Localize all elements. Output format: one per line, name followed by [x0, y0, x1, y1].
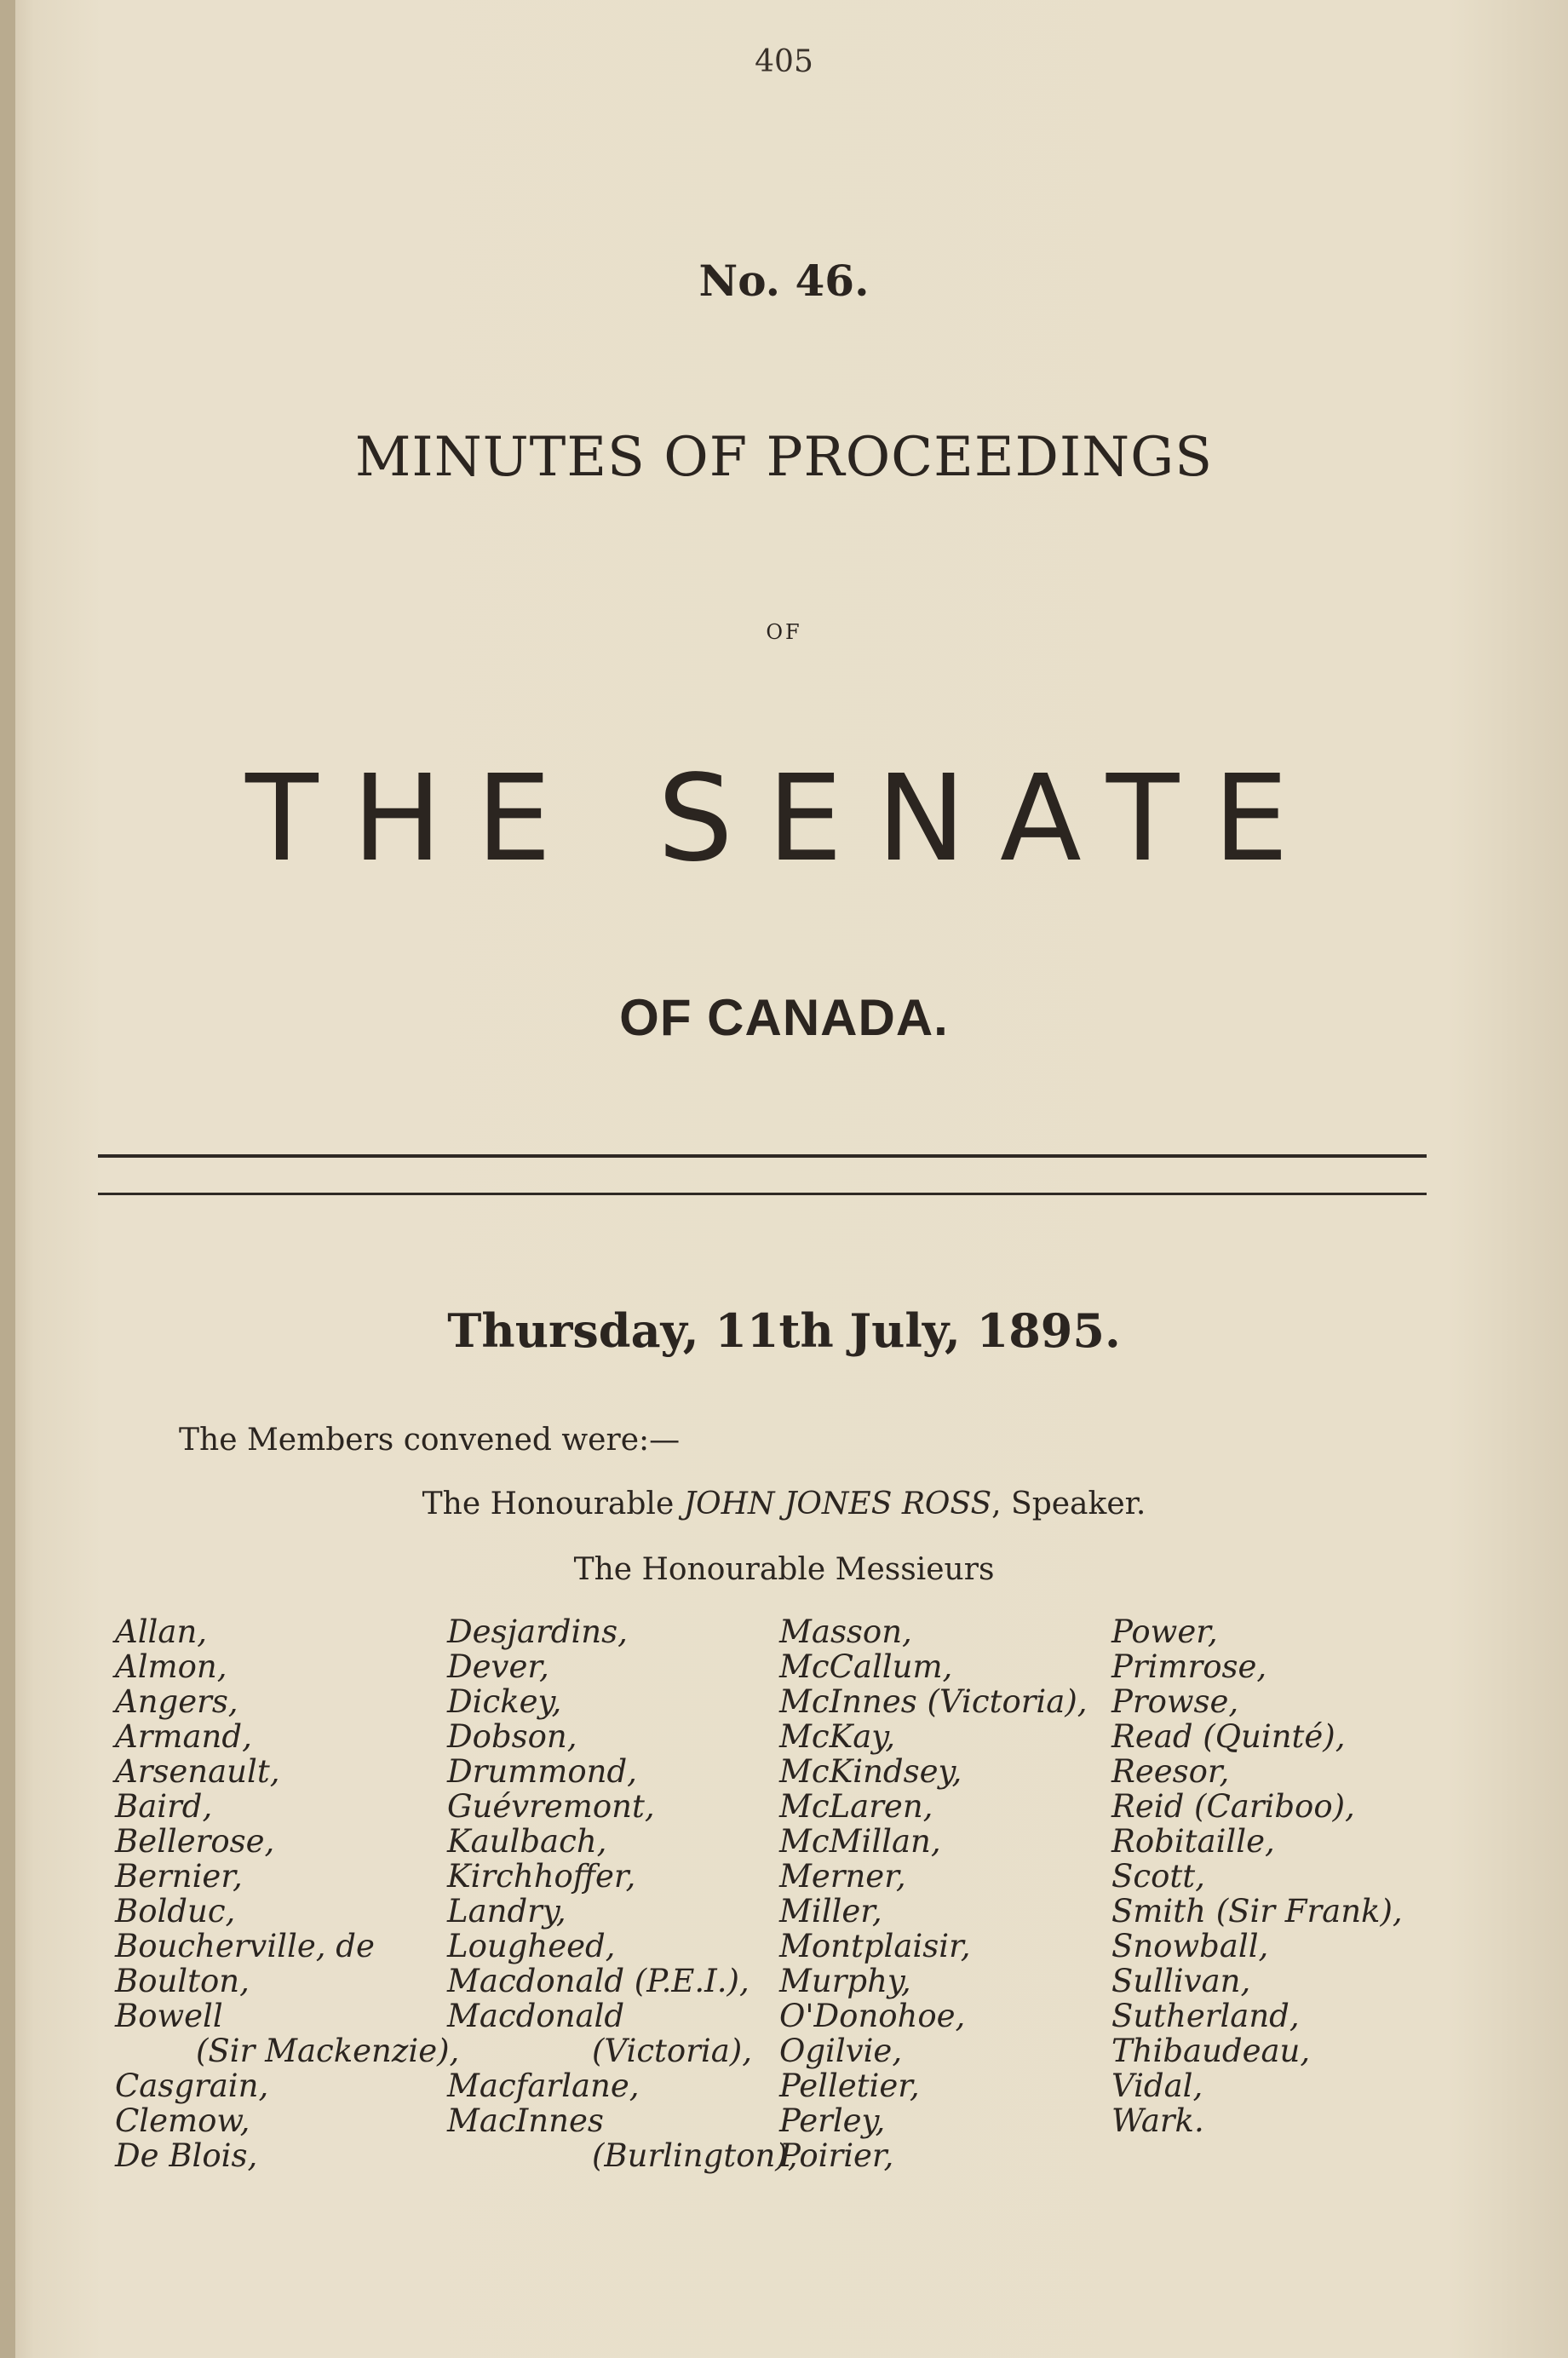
member-name: O'Donohoe,	[779, 1998, 966, 2034]
speaker-name: JOHN JONES ROSS	[683, 1487, 992, 1521]
member-name: Power,	[1111, 1613, 1218, 1650]
title-minutes: MINUTES OF PROCEEDINGS	[354, 426, 1214, 489]
member-name: Sullivan,	[1111, 1963, 1251, 1999]
member-name-continued: (Burlington),	[592, 2137, 798, 2174]
member-name: Boucherville, de	[115, 1928, 375, 1964]
member-name: Desjardins,	[447, 1613, 628, 1650]
member-name: Landry,	[447, 1893, 566, 1930]
member-name: Bellerose,	[115, 1823, 275, 1860]
member-name: Snowball,	[1111, 1928, 1269, 1964]
member-list	[115, 1614, 1495, 2211]
member-name: Primrose,	[1111, 1648, 1267, 1685]
member-name: Macfarlane,	[447, 2068, 640, 2104]
member-name: Angers,	[115, 1683, 238, 1720]
member-name: Sutherland,	[1111, 1998, 1300, 2034]
member-name: Poirier,	[779, 2137, 894, 2174]
speaker-suffix: , Speaker.	[991, 1487, 1146, 1521]
member-name: Allan,	[115, 1613, 208, 1650]
member-name: Perley,	[779, 2102, 886, 2139]
member-name: Macdonald	[447, 1998, 625, 2034]
speaker-line	[0, 1487, 1568, 1521]
member-name: Dever,	[447, 1648, 549, 1685]
member-name: Ogilvie,	[779, 2033, 903, 2069]
member-name: Read (Quinté),	[1111, 1718, 1346, 1755]
member-name: Murphy,	[779, 1963, 911, 1999]
member-name: Almon,	[115, 1648, 227, 1685]
page-binding-edge	[0, 0, 15, 2358]
title-of: OF	[766, 620, 802, 644]
member-name: McInnes (Victoria),	[779, 1683, 1088, 1720]
member-name: Dickey,	[447, 1683, 562, 1720]
member-name: McKay,	[779, 1718, 896, 1755]
speaker-prefix: The Honourable	[422, 1487, 684, 1521]
member-column-1	[115, 1614, 459, 2173]
member-name: Lougheed,	[447, 1928, 616, 1964]
member-name: Bernier,	[115, 1858, 243, 1895]
member-name: Scott,	[1111, 1858, 1205, 1895]
session-date: Thursday, 11th July, 1895.	[447, 1303, 1121, 1358]
member-name: MacInnes	[447, 2102, 604, 2139]
title-canada: OF CANADA.	[619, 989, 949, 1046]
member-name: Robitaille,	[1111, 1823, 1275, 1860]
member-name-continued: (Victoria),	[592, 2033, 752, 2069]
title-senate: THE SENATE	[245, 750, 1323, 889]
member-name: Macdonald (P.E.I.),	[447, 1963, 750, 1999]
member-column-4	[1111, 1614, 1403, 2138]
member-name: Smith (Sir Frank),	[1111, 1893, 1403, 1930]
divider-rule-bottom	[98, 1193, 1427, 1195]
member-name: Reid (Cariboo),	[1111, 1788, 1355, 1825]
member-name: Miller,	[779, 1893, 882, 1930]
member-name: McLaren,	[779, 1788, 933, 1825]
member-name: Dobson,	[447, 1718, 577, 1755]
member-name: Montplaisir,	[779, 1928, 971, 1964]
member-name: Vidal,	[1111, 2068, 1203, 2104]
page-number: 405	[755, 44, 813, 79]
member-name: Masson,	[779, 1613, 912, 1650]
member-name: Boulton,	[115, 1963, 250, 1999]
member-name: Reesor,	[1111, 1753, 1230, 1790]
member-name: Thibaudeau,	[1111, 2033, 1311, 2069]
issue-number: No. 46.	[698, 256, 870, 306]
member-name: Bolduc,	[115, 1893, 236, 1930]
member-name: Prowse,	[1111, 1683, 1239, 1720]
member-column-3	[779, 1614, 1088, 2173]
member-name: McKindsey,	[779, 1753, 962, 1790]
member-column-2	[447, 1614, 798, 2173]
divider-rule-top	[98, 1154, 1427, 1158]
member-name: Merner,	[779, 1858, 906, 1895]
member-name: Casgrain,	[115, 2068, 269, 2104]
member-name: Guévremont,	[447, 1788, 655, 1825]
member-name: Kirchhoffer,	[447, 1858, 636, 1895]
member-name: Drummond,	[447, 1753, 637, 1790]
member-name: McCallum,	[779, 1648, 953, 1685]
messieurs-heading: The Honourable Messieurs	[573, 1552, 995, 1587]
member-name: McMillan,	[779, 1823, 941, 1860]
member-name-continued: (Sir Mackenzie),	[196, 2033, 460, 2069]
member-name: Kaulbach,	[447, 1823, 607, 1860]
member-name: Clemow,	[115, 2102, 250, 2139]
member-name: Pelletier,	[779, 2068, 920, 2104]
member-name: Bowell	[115, 1998, 223, 2034]
member-name: Wark.	[1111, 2102, 1204, 2139]
convened-line: The Members convened were:—	[179, 1423, 681, 1458]
member-name: Armand,	[115, 1718, 252, 1755]
member-name: Arsenault,	[115, 1753, 280, 1790]
member-name: De Blois,	[115, 2137, 258, 2174]
member-name: Baird,	[115, 1788, 213, 1825]
